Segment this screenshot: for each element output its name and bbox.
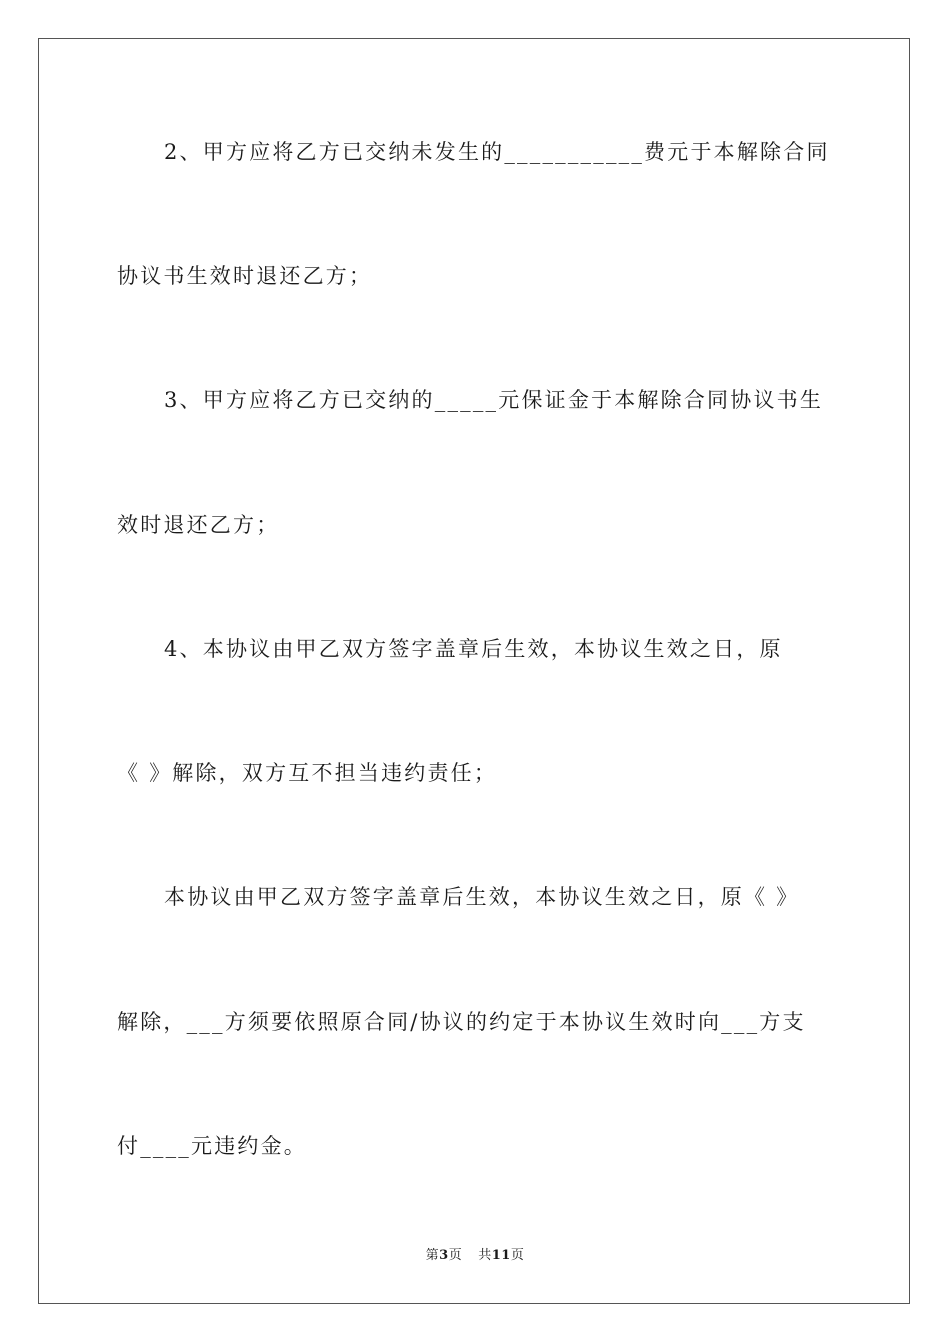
total-suffix: 页	[510, 1248, 525, 1263]
paragraph-line: 3、甲方应将乙方已交纳的_____元保证金于本解除合同协议书生	[164, 388, 824, 412]
paragraph-line: 效时退还乙方；	[117, 513, 280, 537]
paragraph-line: 付____元违约金。	[117, 1134, 307, 1158]
paragraph-line: 协议书生效时退还乙方；	[117, 264, 373, 288]
paragraph-line: 2、甲方应将乙方已交纳未发生的___________费元于本解除合同	[164, 140, 830, 164]
paragraph-line: 4、本协议由甲乙双方签字盖章后生效，本协议生效之日，原	[164, 637, 783, 661]
page-number: 3	[439, 1248, 449, 1263]
total-prefix: 共	[478, 1248, 492, 1263]
page-prefix: 第	[425, 1248, 440, 1263]
page-footer	[0, 1247, 950, 1265]
page-border	[38, 38, 910, 1304]
total-pages: 11	[491, 1248, 511, 1263]
paragraph-line: 《 》解除，双方互不担当违约责任；	[117, 761, 498, 785]
paragraph-line: 解除，___方须要依照原合同/协议的约定于本协议生效时向___方支	[117, 1010, 806, 1034]
page-suffix: 页	[448, 1248, 463, 1263]
paragraph-line: 本协议由甲乙双方签字盖章后生效，本协议生效之日，原《 》	[164, 885, 800, 909]
